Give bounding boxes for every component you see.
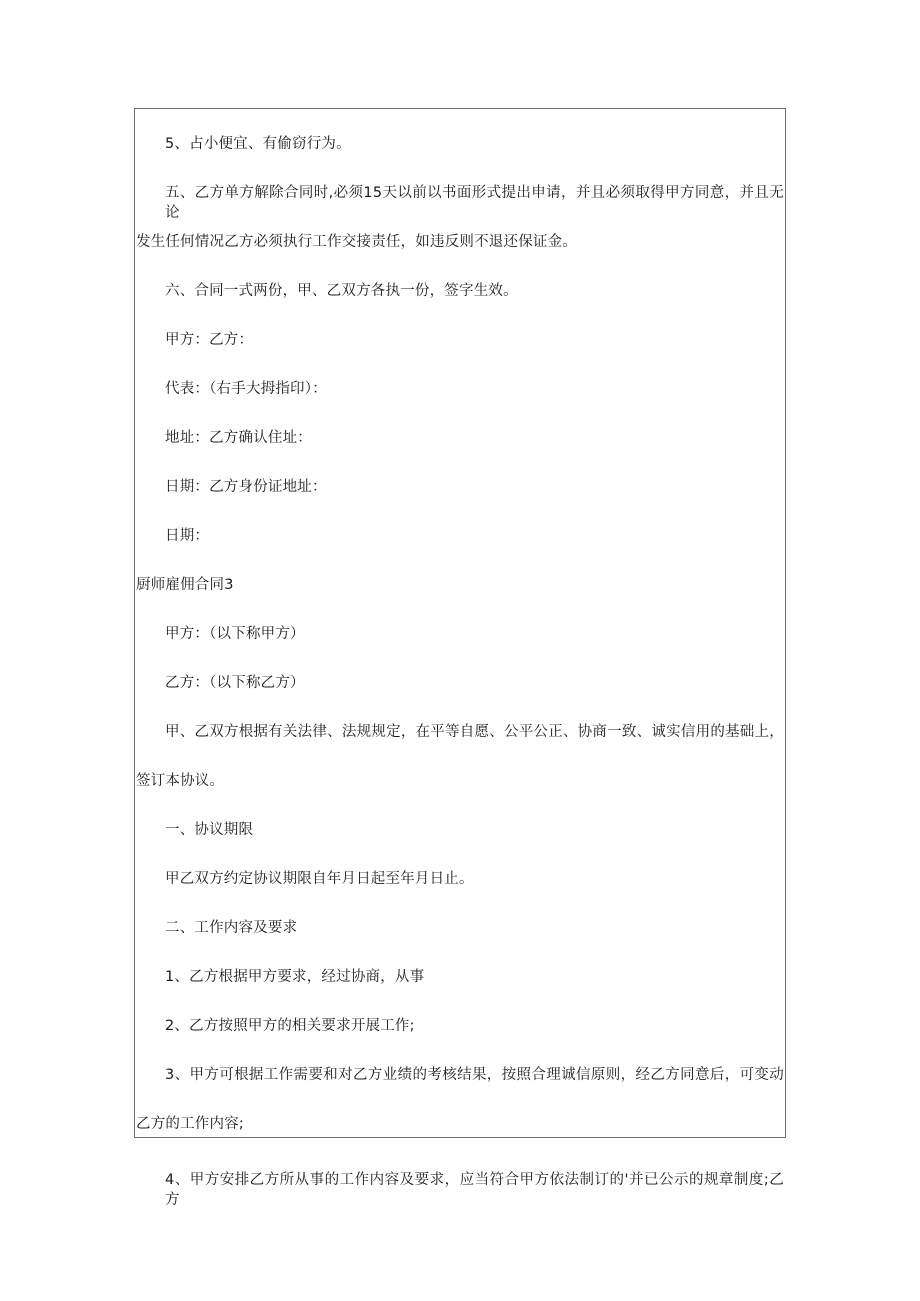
signature-line: 代表：（右手大拇指印）： xyxy=(165,381,327,397)
paragraph-line: 签订本协议。 xyxy=(136,773,225,789)
paragraph-line: 发生任何情况乙方必须执行工作交接责任，如违反则不退还保证金。 xyxy=(136,234,577,250)
signature-line: 日期： xyxy=(165,528,210,544)
signature-line: 地址：乙方确认住址： xyxy=(165,430,312,446)
clause-heading: 二、工作内容及要求 xyxy=(165,920,298,936)
party-line: 甲方：（以下称甲方） xyxy=(165,626,305,642)
paragraph-line: 4、甲方安排乙方所从事的工作内容及要求，应当符合甲方依法制订的'并已公示的规章制度;乙方 xyxy=(165,1172,784,1208)
paragraph-line: 1、乙方根据甲方要求，经过协商，从事 xyxy=(165,969,425,985)
signature-line: 甲方：乙方： xyxy=(165,332,254,348)
paragraph-line: 五、乙方单方解除合同时,必须15天以前以书面形式提出申请，并且必须取得甲方同意，并且无论 xyxy=(165,185,784,221)
paragraph-line: 3、甲方可根据工作需要和对乙方业绩的考核结果，按照合理诚信原则，经乙方同意后，可变动 xyxy=(165,1067,784,1083)
party-line: 乙方：（以下称乙方） xyxy=(165,675,305,691)
signature-line: 日期：乙方身份证地址： xyxy=(165,479,327,495)
clause-heading: 一、协议期限 xyxy=(165,822,254,838)
paragraph-line: 5、占小便宜、有偷窃行为。 xyxy=(165,136,351,152)
paragraph-line: 六、合同一式两份，甲、乙双方各执一份，签字生效。 xyxy=(165,283,518,299)
section-title: 厨师雇佣合同3 xyxy=(136,577,234,593)
paragraph-line: 乙方的工作内容; xyxy=(136,1116,244,1132)
paragraph-line: 2、乙方按照甲方的相关要求开展工作; xyxy=(165,1018,415,1034)
paragraph-line: 甲、乙双方根据有关法律、法规规定，在平等自愿、公平公正、协商一致、诚实信用的基础上， xyxy=(165,724,784,740)
paragraph-line: 甲乙双方约定协议期限自年月日起至年月日止。 xyxy=(165,871,474,887)
